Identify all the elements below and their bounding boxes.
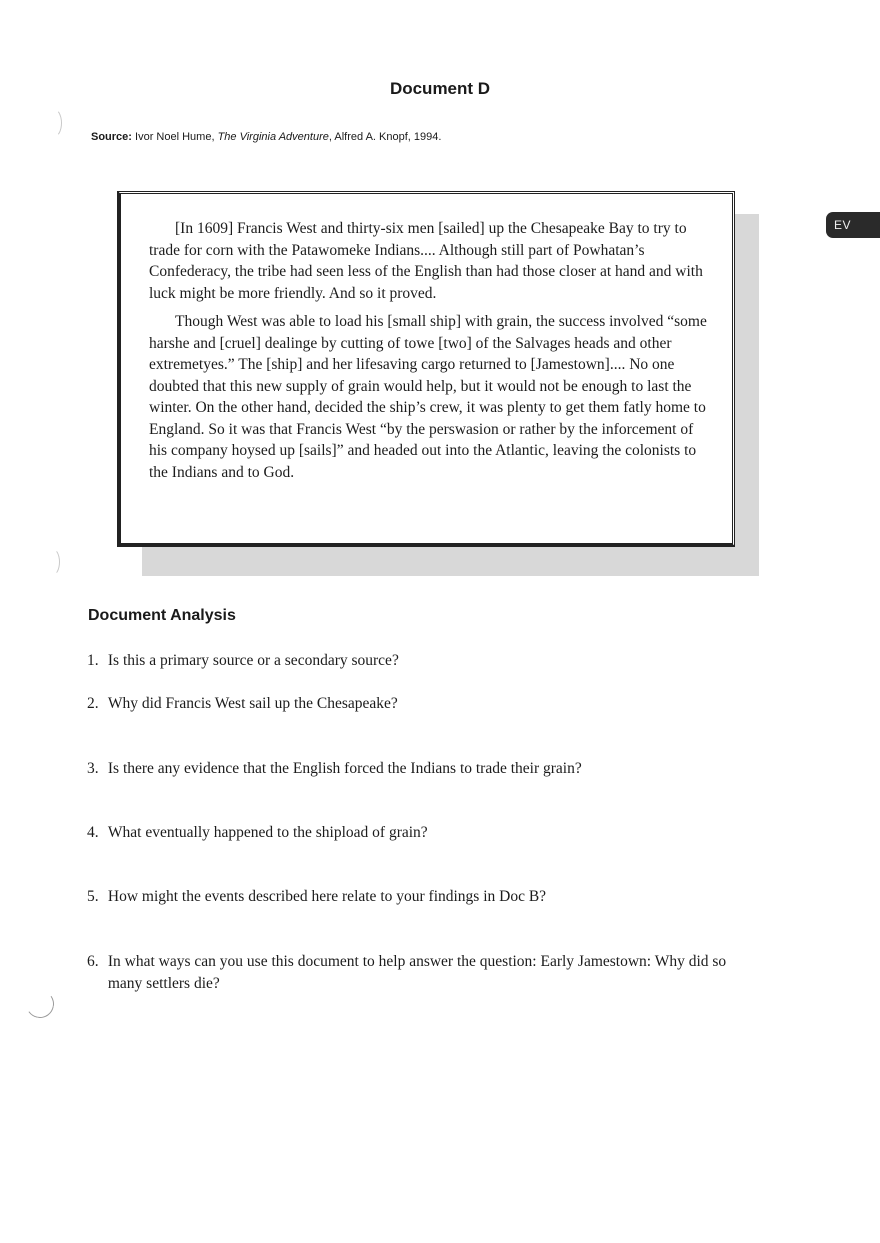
ev-side-tab: EV — [826, 212, 880, 238]
page-edge-mark — [44, 108, 62, 138]
source-publisher-year: , Alfred A. Knopf, 1994. — [328, 131, 442, 143]
excerpt-box — [117, 191, 735, 547]
question-text: How might the events described here relate to your findings in Doc B? — [107, 888, 547, 905]
question-text: Is there any evidence that the English forced the Indians to trade their grain? — [107, 760, 582, 777]
analysis-question — [87, 693, 767, 715]
analysis-heading: Document Analysis — [88, 607, 236, 624]
question-text: Why did Francis West sail up the Chesapeake? — [107, 695, 398, 712]
analysis-question — [87, 886, 767, 908]
source-author: Ivor Noel Hume, — [135, 131, 215, 143]
analysis-question — [87, 822, 767, 844]
analysis-question — [87, 650, 767, 672]
analysis-question — [87, 758, 767, 780]
source-citation — [91, 131, 441, 143]
question-text: Is this a primary source or a secondary source? — [107, 652, 399, 669]
question-number: 4. — [87, 824, 99, 841]
page-edge-mark — [24, 988, 56, 1020]
question-number: 2. — [87, 695, 99, 712]
question-text: In what ways can you use this document to help answer the question: Early Jamestown: Why did so many settlers die? — [107, 953, 727, 992]
document-title: Document D — [389, 79, 491, 98]
source-label: Source: — [91, 131, 132, 143]
question-number: 3. — [87, 760, 99, 777]
question-text: What eventually happened to the shipload of grain? — [107, 824, 428, 841]
question-number: 5. — [87, 888, 99, 905]
question-number: 6. — [87, 953, 99, 970]
question-number: 1. — [87, 652, 99, 669]
page-edge-mark — [44, 548, 60, 576]
source-work-title: The Virginia Adventure — [217, 131, 329, 143]
excerpt-paragraph: [In 1609] Francis West and thirty-six men [sailed] up the Chesapeake Bay to try to trade for corn with the Patawomeke Indians.... Although still part of Powhatan’s Confederacy, the tribe had seen less of the English than had those closer at hand and with luck might be more friendly. And so it proved. — [149, 220, 703, 302]
analysis-question — [87, 951, 767, 995]
excerpt-paragraph: Though West was able to load his [small ship] with grain, the success involved “some harshe and [cruel] dealinge by cutting of towe [two] of the Salvages heads and other extremetyes.” The [ship] and her lifesaving cargo returned to [Jamestown].... No one doubted that this new supply of grain would help, but it would not be enough to last the winter. On the other hand, decided the ship’s crew, it was plenty to get them fatly home to England. So it was that Francis West “by the perswasion or rather by the inforcement of his company hoysed up [sails]” and headed out into the Atlantic, leaving the colonists to the Indians and to God. — [149, 313, 707, 481]
